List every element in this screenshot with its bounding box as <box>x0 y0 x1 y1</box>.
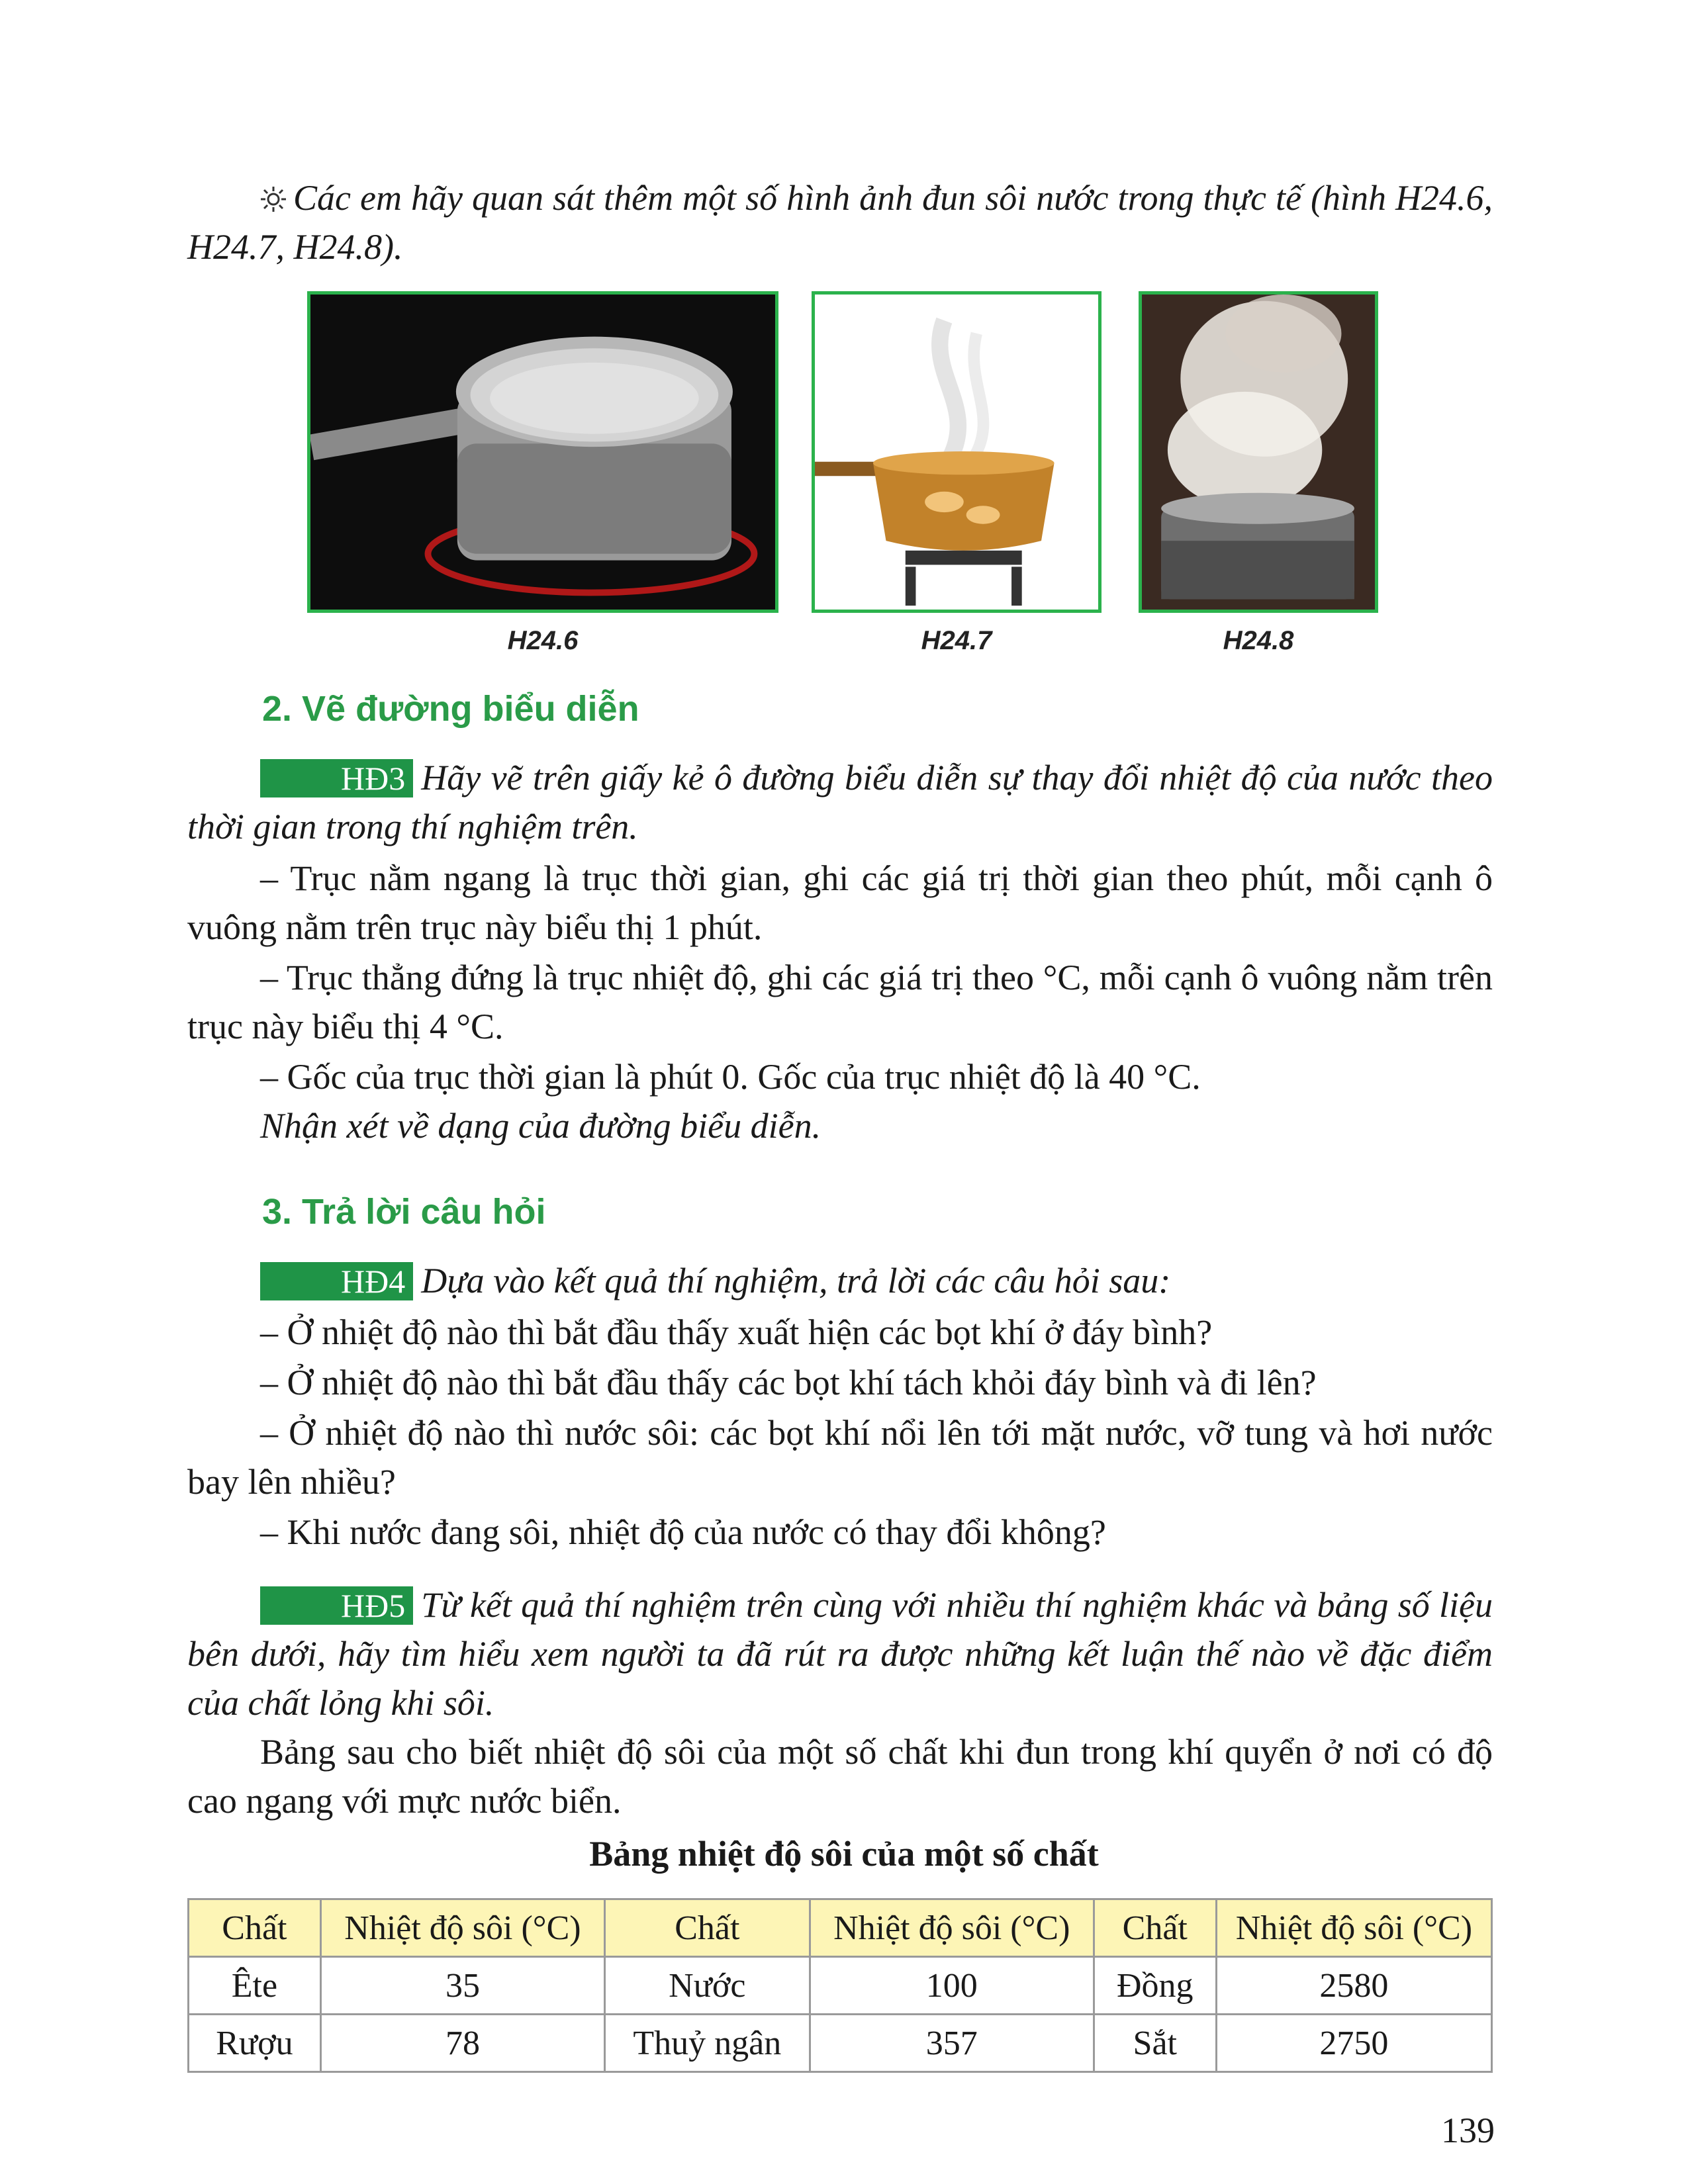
figure-caption-h24-8: H24.8 <box>1223 626 1294 655</box>
table-cell: 35 <box>320 1957 604 2015</box>
table-cell: 2750 <box>1216 2015 1491 2072</box>
table-cell: Rượu <box>189 2015 321 2072</box>
hd5-task-text: Từ kết quả thí nghiệm trên cùng với nhiều thí nghiệm khác và bảng số liệu bên dưới, hãy tìm hiểu xem người ta đã rút ra được những kết luận thế nào về đặc điểm của chất lỏng khi sôi. <box>187 1585 1493 1723</box>
table-header-cell: Nhiệt độ sôi (°C) <box>320 1899 604 1957</box>
sun-icon <box>260 186 287 212</box>
table-cell: Nước <box>605 1957 810 2015</box>
page-number: 139 <box>1441 2111 1495 2150</box>
photo-h24-7 <box>812 291 1102 613</box>
axis-item-3: – Gốc của trục thời gian là phút 0. Gốc của trục nhiệt độ là 40 °C. <box>260 1057 1201 1097</box>
boiling-point-table <box>187 1898 1493 2073</box>
table-cell: 100 <box>810 1957 1094 2015</box>
table-header-cell: Chất <box>605 1899 810 1957</box>
question-1: – Ở nhiệt độ nào thì bắt đầu thấy xuất hiện các bọt khí ở đáy bình? <box>260 1312 1213 1352</box>
table-header-cell: Nhiệt độ sôi (°C) <box>810 1899 1094 1957</box>
section3-heading: 3. Trả lời câu hỏi <box>262 1192 546 1232</box>
question-4: – Khi nước đang sôi, nhiệt độ của nước có thay đổi không? <box>260 1512 1106 1552</box>
hd3-task-text: Hãy vẽ trên giấy kẻ ô đường biểu diễn sự thay đổi nhiệt độ của nước theo thời gian trong thí nghiệm trên. <box>187 758 1493 846</box>
hd3-badge: HĐ3 <box>260 759 413 797</box>
hd5-badge: HĐ5 <box>260 1586 413 1625</box>
intro-text: Các em hãy quan sát thêm một số hình ảnh đun sôi nước trong thực tế (hình H24.6, H24.7, H24.8). <box>187 178 1493 267</box>
table-cell: 78 <box>320 2015 604 2072</box>
table-cell: Đồng <box>1094 1957 1216 2015</box>
hd4-task-text: Dựa vào kết quả thí nghiệm, trả lời các câu hỏi sau: <box>421 1261 1171 1300</box>
table-header-cell: Chất <box>189 1899 321 1957</box>
table-intro: Bảng sau cho biết nhiệt độ sôi của một số chất khi đun trong khí quyển ở nơi có độ cao ngang với mực nước biển. <box>187 1732 1493 1821</box>
table-cell: 357 <box>810 2015 1094 2072</box>
question-3: – Ở nhiệt độ nào thì nước sôi: các bọt khí nổi lên tới mặt nước, vỡ tung và hơi nước bay lên nhiều? <box>187 1413 1493 1502</box>
table-header-row <box>189 1899 1492 1957</box>
hd5-task <box>187 1580 1493 1727</box>
section2-heading: 2. Vẽ đường biểu diễn <box>262 689 639 729</box>
table-cell: Ête <box>189 1957 321 2015</box>
figure-caption-h24-7: H24.7 <box>921 626 992 655</box>
intro-paragraph <box>187 173 1493 271</box>
table-row <box>189 1957 1492 2015</box>
table-cell: Thuỷ ngân <box>605 2015 810 2072</box>
table-title: Bảng nhiệt độ sôi của một số chất <box>589 1834 1099 1874</box>
question-2: – Ở nhiệt độ nào thì bắt đầu thấy các bọt khí tách khỏi đáy bình và đi lên? <box>260 1363 1317 1402</box>
table-cell: Sắt <box>1094 2015 1216 2072</box>
table-row <box>189 2015 1492 2072</box>
hd4-badge: HĐ4 <box>260 1262 413 1300</box>
table-header-cell: Chất <box>1094 1899 1216 1957</box>
table-cell: 2580 <box>1216 1957 1491 2015</box>
axis-item-2: – Trục thẳng đứng là trục nhiệt độ, ghi các giá trị theo °C, mỗi cạnh ô vuông nằm trên trục này biểu thị 4 °C. <box>187 958 1493 1046</box>
photo-h24-6 <box>307 291 778 613</box>
hd3-note: Nhận xét về dạng của đường biểu diễn. <box>260 1106 821 1146</box>
axis-item-1: – Trục nằm ngang là trục thời gian, ghi các giá trị thời gian theo phút, mỗi cạnh ô vuông nằm trên trục này biểu thị 1 phút. <box>187 858 1493 947</box>
hd4-task <box>187 1256 1493 1305</box>
figure-caption-h24-6: H24.6 <box>507 626 579 655</box>
table-header-cell: Nhiệt độ sôi (°C) <box>1216 1899 1491 1957</box>
photo-h24-8 <box>1139 291 1378 613</box>
hd3-task <box>187 753 1493 851</box>
